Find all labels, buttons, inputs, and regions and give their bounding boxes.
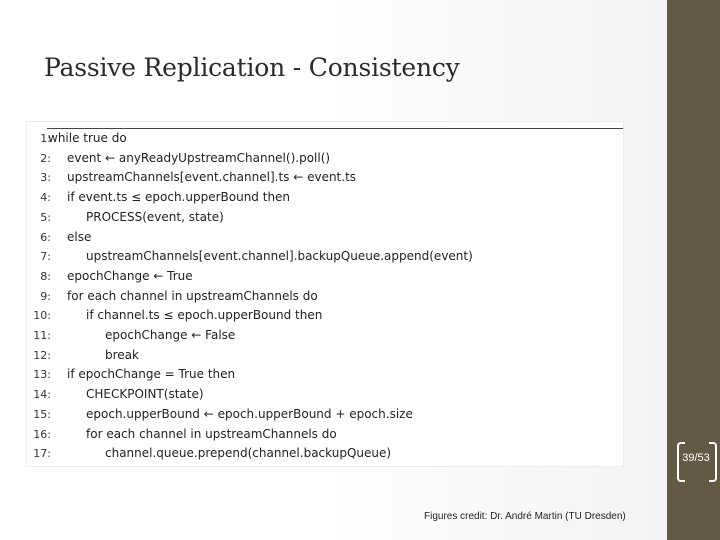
line-code: channel.queue.prepend(channel.backupQueue)	[105, 446, 392, 461]
algorithm-line	[27, 425, 623, 444]
line-number: 6:	[40, 230, 51, 244]
algorithm-line	[27, 129, 623, 148]
line-code: while true do	[48, 131, 127, 145]
line-number: 2:	[40, 151, 51, 165]
slide-title: Passive Replication - Consistency	[44, 53, 460, 82]
line-number: 17:	[33, 447, 51, 461]
algorithm-line	[27, 208, 623, 227]
algorithm-line	[27, 247, 623, 266]
line-number: 11:	[33, 329, 51, 342]
algorithm-line	[27, 385, 623, 404]
line-number: 4:	[40, 191, 51, 205]
algorithm-line	[27, 405, 623, 424]
line-code: PROCESS(event, state)	[86, 209, 224, 224]
line-code: epoch.upperBound ← epoch.upperBound + epoch.size	[86, 406, 413, 421]
line-code: CHECKPOINT(state)	[86, 387, 204, 402]
line-number: 10:	[33, 309, 51, 323]
line-code: event ← anyReadyUpstreamChannel().poll()	[67, 150, 331, 165]
line-number: 7:	[40, 250, 51, 264]
line-code: if event.ts ≤ epoch.upperBound then	[67, 190, 291, 205]
figure-credit: Figures credit: Dr. André Martin (TU Dresden)	[424, 511, 626, 522]
algorithm-figure	[27, 122, 623, 466]
line-code: if channel.ts ≤ epoch.upperBound then	[86, 308, 323, 323]
line-code: break	[105, 347, 139, 362]
line-code: for each channel in upstreamChannels do	[86, 426, 337, 441]
line-number: 14:	[33, 388, 51, 402]
line-number: 16:	[33, 427, 51, 441]
algorithm-line	[27, 188, 623, 207]
right-bracket	[709, 442, 717, 482]
algorithm-line	[27, 306, 623, 325]
line-number: 5:	[40, 210, 51, 224]
line-number: 13:	[33, 368, 51, 382]
line-code: upstreamChannels[event.channel].backupQueue.append(event)	[86, 249, 473, 264]
line-code: epochChange ← False	[105, 328, 236, 342]
line-code: if epochChange = True then	[67, 367, 236, 382]
line-number: 8:	[40, 269, 51, 283]
line-number: 15:	[33, 407, 51, 421]
algorithm-line	[27, 168, 623, 187]
algorithm-line	[27, 287, 623, 306]
algorithm-line	[27, 267, 623, 286]
algorithm-line	[27, 365, 623, 384]
line-number: 12:	[33, 348, 51, 362]
line-code: else	[67, 229, 92, 244]
line-number: 9:	[40, 289, 51, 303]
line-code: epochChange ← True	[67, 268, 193, 283]
algorithm-line	[27, 326, 623, 345]
page-number: 39/53	[682, 452, 710, 464]
algorithm-line	[27, 149, 623, 168]
algorithm-line	[27, 346, 623, 365]
line-code: upstreamChannels[event.channel].ts ← event.ts	[67, 170, 357, 185]
algorithm-line	[27, 444, 623, 463]
line-number: 3:	[40, 171, 51, 185]
line-code: for each channel in upstreamChannels do	[67, 288, 318, 303]
algorithm-line	[27, 228, 623, 247]
line-number: 1:	[40, 132, 51, 145]
page-number-badge	[675, 439, 717, 481]
